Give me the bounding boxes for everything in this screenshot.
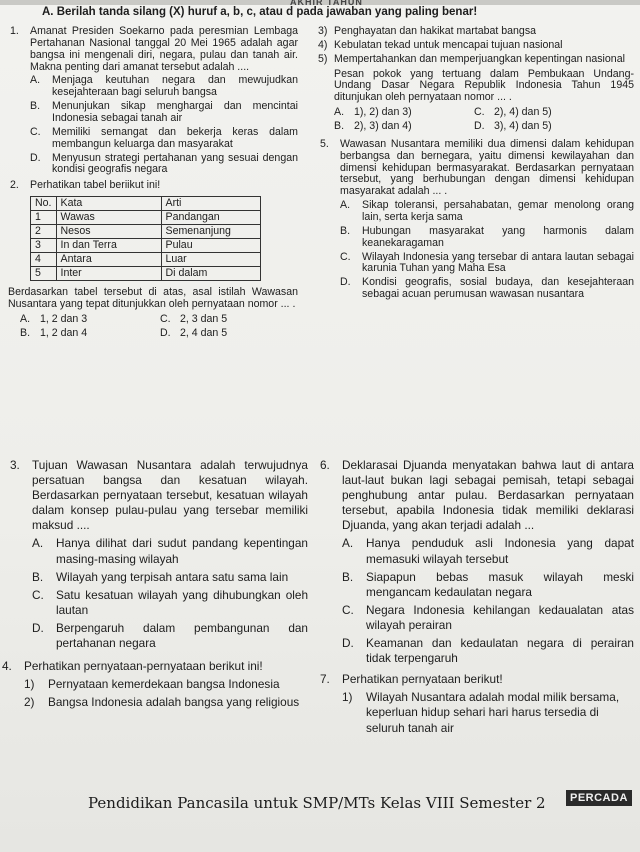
- table-cell: In dan Terra: [56, 239, 161, 253]
- option-c[interactable]: [342, 603, 634, 633]
- section-heading: A. Berilah tanda silang (X) huruf a, b, c, atau d pada jawaban yang paling benar!: [42, 6, 478, 18]
- table-cell: 1: [31, 211, 57, 225]
- option-text: Kondisi geografis, sosial budaya, dan kesejahteraan sebagai acuan perumusan wawasan nusantara: [362, 276, 634, 301]
- option-letter: D.: [340, 276, 351, 289]
- question-number: 6.: [320, 458, 330, 472]
- option-letter: D.: [474, 120, 485, 133]
- statement-text: Bangsa Indonesia adalah bangsa yang religious: [48, 695, 300, 710]
- option-text: Berpengaruh dalam pembangunan dan pertahanan negara: [56, 620, 308, 651]
- statement-text: Penghayatan dan hakikat martabat bangsa: [334, 25, 537, 37]
- table-cell: Nesos: [56, 225, 161, 239]
- option-c[interactable]: [474, 107, 594, 119]
- word-meaning-table: [30, 196, 261, 281]
- question-4: [0, 659, 308, 710]
- table-cell: Antara: [56, 253, 161, 267]
- column-header: No.: [31, 197, 57, 211]
- option-text: 1, 2 dan 3: [40, 312, 88, 325]
- question-text: Perhatikan pernyataan berikut!: [342, 672, 503, 687]
- option-letter: C.: [474, 106, 485, 119]
- question-2-answers: [20, 314, 298, 340]
- question-text: Wawasan Nusantara memiliki dua dimensi dalam kehidupan berbangsa dan bernegara, yaitu dimensi kewilayahan dan dimensi kehidupan bermasyarakat. Berdasarkan pernyataan tersebut, yang berhubungan dengan dimensi kehidupan masyarakat adalah ... .: [340, 137, 634, 198]
- option-d[interactable]: [340, 277, 634, 301]
- statement-3: [318, 26, 634, 38]
- option-a[interactable]: [20, 314, 160, 326]
- statement-number: 1): [342, 690, 353, 705]
- option-text: Satu kesatuan wilayah yang dihubungkan oleh lautan: [56, 587, 308, 617]
- option-letter: A.: [334, 106, 345, 119]
- preamble-question-prompt: Pesan pokok yang tertuang dalam Pembukaan Undang-Undang Dasar Negara Republik Indonesia Tahun 1945 ditunjukan oleh pernyataan nomor ... .: [334, 67, 634, 104]
- statement-1: [24, 677, 308, 692]
- option-text: Wilayah Indonesia yang tersebar di antara lautan sebagai karunia Tuhan yang Maha Esa: [362, 250, 634, 275]
- option-text: Menunjukan sikap menghargai dan mencintai Indonesia sebagai tanah air: [52, 100, 298, 125]
- option-letter: C.: [342, 602, 354, 617]
- table-row: [31, 253, 261, 267]
- option-letter: B.: [334, 120, 345, 133]
- option-letter: A.: [342, 536, 354, 551]
- option-c[interactable]: [30, 127, 298, 151]
- question-number: 1.: [10, 25, 19, 37]
- option-letter: A.: [20, 312, 31, 325]
- table-cell: 4: [31, 253, 57, 267]
- option-text: 3), 4) dan 5): [494, 120, 552, 133]
- option-b[interactable]: [30, 101, 298, 125]
- option-letter: A.: [30, 74, 41, 87]
- option-d[interactable]: [30, 153, 298, 177]
- statement-2: [24, 695, 308, 710]
- table-cell: Luar: [161, 253, 260, 267]
- question-5: [318, 139, 634, 301]
- statement-number: 1): [24, 677, 35, 692]
- option-letter: D.: [342, 636, 354, 651]
- table-row: [31, 267, 261, 281]
- option-letter: C.: [340, 250, 351, 263]
- statement-number: 2): [24, 695, 35, 710]
- column-header: Kata: [56, 197, 161, 211]
- statement-text: Mempertahankan dan memperjuangkan kepentingan nasional: [334, 52, 625, 65]
- table-header-row: [31, 197, 261, 211]
- option-d[interactable]: [474, 121, 594, 133]
- option-b[interactable]: [334, 121, 474, 133]
- table-cell: Semenanjung: [161, 225, 260, 239]
- option-a[interactable]: [340, 200, 634, 224]
- option-letter: B.: [340, 224, 351, 237]
- statement-number: 4): [318, 38, 328, 51]
- question-number: 7.: [320, 672, 330, 687]
- question-text: Perhatikan pernyataan-pernyataan berikut ini!: [24, 659, 263, 674]
- option-text: Sikap toleransi, persahabatan, gemar menolong orang lain, serta kerja sama: [362, 199, 634, 224]
- option-text: Hanya penduduk asli Indonesia yang dapat memasuki wilayah tersebut: [366, 536, 634, 566]
- table-cell: Inter: [56, 267, 161, 281]
- table-cell: Pandangan: [161, 211, 260, 225]
- table-cell: Wawas: [56, 211, 161, 225]
- left-column-lower: [2, 458, 308, 710]
- option-text: 2), 3) dan 4): [354, 120, 412, 133]
- option-text: 1, 2 dan 4: [40, 326, 88, 339]
- option-text: Keamanan dan kedaulatan negara di perairan tidak terpengaruh: [366, 636, 634, 666]
- option-b[interactable]: [340, 226, 634, 250]
- option-letter: D.: [32, 620, 44, 635]
- option-c[interactable]: [32, 588, 308, 618]
- question-2-prompt: Berdasarkan tabel tersebut di atas, asal istilah Wawasan Nusantara yang tepat ditunjukkan oleh pernyataan nomor ... .: [8, 286, 298, 311]
- question-text: Tujuan Wawasan Nusantara adalah terwujudnya persatuan bangsa dan kesatuan wilayah. Berdasarkan pernyataan tersebut, kesatuan wilayah dalam konsep pulau-pulau yang tersebar memiliki maksud ....: [32, 458, 308, 533]
- statement-1: [342, 690, 634, 735]
- option-b[interactable]: [32, 570, 308, 585]
- option-text: Menyusun strategi pertahanan yang sesuai dengan kondisi geografis negara: [52, 151, 298, 176]
- option-c[interactable]: [160, 314, 280, 326]
- column-header: Arti: [161, 197, 260, 211]
- option-c[interactable]: [340, 252, 634, 276]
- question-number: 3.: [10, 458, 20, 472]
- option-letter: D.: [30, 151, 41, 164]
- option-letter: A.: [340, 199, 351, 212]
- option-text: Wilayah yang terpisah antara satu sama lain: [56, 569, 289, 584]
- statement-number: 5): [318, 52, 328, 65]
- question-number: 2.: [10, 179, 19, 192]
- right-column-lower: [318, 458, 634, 736]
- table-cell: Di dalam: [161, 267, 260, 281]
- statement-text: Kebulatan tekad untuk mencapai tujuan nasional: [334, 38, 563, 51]
- option-a[interactable]: [32, 536, 308, 566]
- table-row: [31, 225, 261, 239]
- option-text: Hanya dilihat dari sudut pandang kepentingan masing-masing wilayah: [56, 536, 308, 566]
- table-cell: 2: [31, 225, 57, 239]
- option-letter: B.: [20, 326, 31, 339]
- preamble-question-answers: [334, 107, 634, 133]
- statement-text: Pernyataan kemerdekaan bangsa Indonesia: [48, 677, 280, 692]
- option-text: Negara Indonesia kehilangan kedaualatan atas wilayah perairan: [366, 602, 634, 632]
- left-column-upper: [8, 26, 298, 340]
- table-row: [31, 211, 261, 225]
- statement-4: [318, 40, 634, 52]
- question-3: [8, 458, 308, 651]
- option-letter: C.: [30, 125, 41, 138]
- question-7: [318, 672, 634, 735]
- question-text: Amanat Presiden Soekarno pada peresmian Lembaga Pertahanan Nasional tanggal 20 Mei 1965 adalah agar bangsa ini mengenali diri, negara, pulau dan tanah air. Makna penting dari amanat tersebut adalah ....: [30, 25, 298, 73]
- option-text: 2, 4 dan 5: [180, 326, 228, 339]
- table-cell: Pulau: [161, 239, 260, 253]
- statement-5: [318, 54, 634, 66]
- option-text: Hubungan masyarakat yang harmonis dalam keanekaragaman: [362, 224, 634, 249]
- option-letter: B.: [342, 569, 354, 584]
- option-a[interactable]: [342, 536, 634, 566]
- right-column-upper: [318, 26, 634, 305]
- option-text: 2), 4) dan 5): [494, 106, 552, 119]
- table-row: [31, 239, 261, 253]
- option-b[interactable]: [20, 328, 160, 340]
- option-letter: B.: [30, 100, 41, 113]
- option-letter: C.: [32, 587, 44, 602]
- option-text: 1), 2) dan 3): [354, 106, 412, 119]
- table-cell: 5: [31, 267, 57, 281]
- option-letter: A.: [32, 536, 44, 551]
- header-top-tag: AKHIR TAHUN: [290, 0, 363, 7]
- book-title-footer: Pendidikan Pancasila untuk SMP/MTs Kelas VIII Semester 2: [88, 794, 546, 812]
- statement-text: Wilayah Nusantara adalah modal milik bersama, keperluan hidup sehari hari harus tersedia di seluruh tanah air: [366, 690, 620, 735]
- option-text: 2, 3 dan 5: [180, 312, 228, 325]
- question-text: Deklarasai Djuanda menyatakan bahwa laut di antara laut-laut bukan lagi sebagai pemisah, tetapi sebagai penghubung antar pulau. Berdasarkan pernyataan tersebut, apabila Indonesia tidak memiliki deklarasi Djuanda, yang akan terjadi adalah ...: [342, 458, 634, 533]
- question-number: 5.: [320, 137, 329, 150]
- option-text: Siapapun bebas masuk wilayah meski mengancam kedaulatan negara: [366, 569, 634, 599]
- option-letter: B.: [32, 569, 44, 584]
- question-6: [318, 458, 634, 666]
- question-text: Perhatikan tabel beriikut ini!: [30, 179, 161, 192]
- option-d[interactable]: [160, 328, 280, 340]
- table-cell: 3: [31, 239, 57, 253]
- option-text: Memiliki semangat dan bekerja keras dalam membangun keluarga dan masyarakat: [52, 125, 298, 150]
- statement-number: 3): [318, 25, 328, 37]
- option-a[interactable]: [334, 107, 474, 119]
- option-b[interactable]: [342, 570, 634, 600]
- option-text: Menjaga keutuhan negara dan mewujudkan kesejahteraan bagi seluruh bangsa: [52, 74, 298, 99]
- option-d[interactable]: [32, 621, 308, 651]
- publisher-logo: PERCADA: [566, 790, 632, 806]
- option-a[interactable]: [30, 75, 298, 99]
- option-letter: D.: [160, 326, 171, 339]
- question-2: [8, 180, 298, 192]
- question-1: [8, 26, 298, 176]
- option-letter: C.: [160, 312, 171, 325]
- option-d[interactable]: [342, 636, 634, 666]
- question-number: 4.: [2, 659, 12, 674]
